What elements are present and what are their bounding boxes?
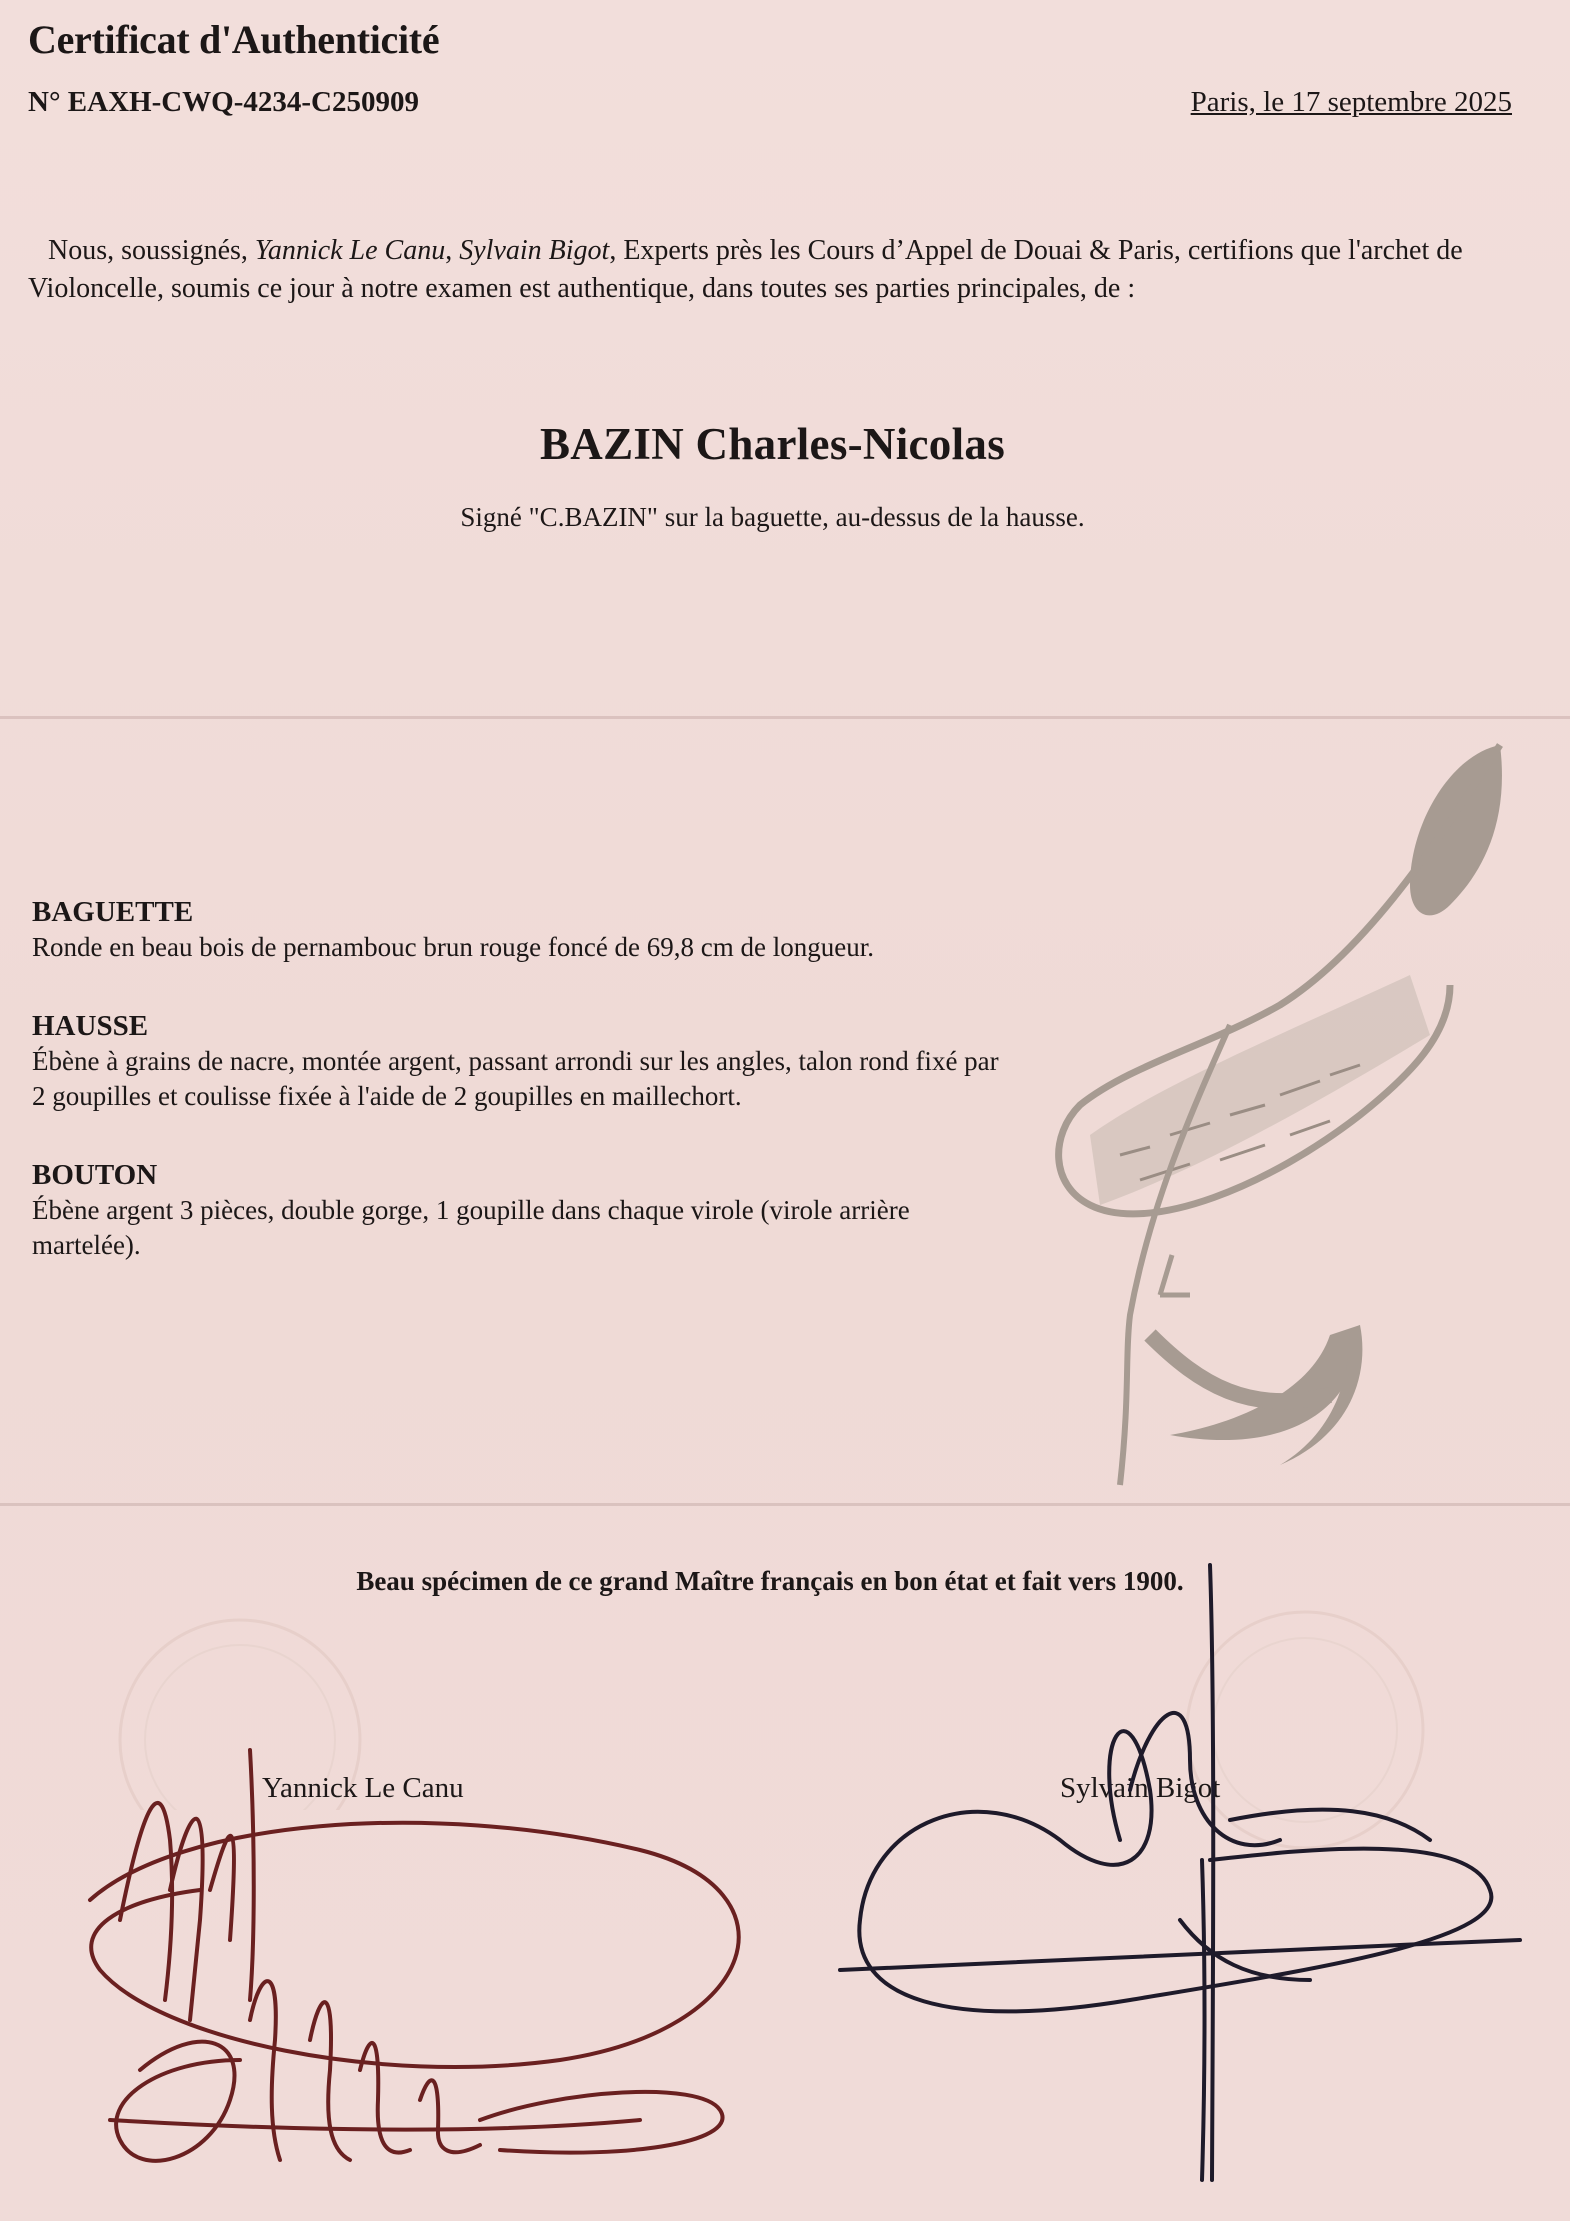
scroll-clef-logo-icon [1030,735,1550,1495]
signature-left-icon [80,1740,800,2210]
section-text: Ébène à grains de nacre, montée argent, passant arrondi sur les angles, talon rond fixé par 2 goupilles et coulisse fixée à l'aide de 2 goupilles en maillechort. [32,1046,999,1111]
section-bouton [32,1158,1012,1263]
signature-right-icon [830,1560,1530,2200]
certificate-title: Certificat d'Authenticité [28,17,440,62]
section-text: Ébène argent 3 pièces, double gorge, 1 goupille dans chaque virole (virole arrière martelée). [32,1195,910,1260]
intro-lead: Nous, soussignés, [48,235,255,266]
intro-separator: , [445,235,460,266]
fold-line-lower [0,1503,1570,1506]
section-heading: BOUTON [32,1159,158,1191]
section-heading: HAUSSE [32,1010,149,1042]
expert-left-name: Yannick Le Canu [262,1772,464,1804]
expert-two-name: Sylvain Bigot [459,235,610,266]
section-baguette [32,895,1012,965]
expert-one-name: Yannick Le Canu [254,235,446,266]
maker-signature-note: Signé "C.BAZIN" sur la baguette, au-dessus de la hausse. [460,502,1085,532]
maker-name: BAZIN Charles-Nicolas [539,419,1006,469]
fold-line-upper [0,716,1570,719]
place-and-date: Paris, le 17 septembre 2025 [1190,86,1512,118]
expert-right-name: Sylvain Bigot [1060,1772,1221,1804]
conclusion-statement: Beau spécimen de ce grand Maître français en bon état et fait vers 1900. [356,1566,1184,1596]
certificate-number: N° EAXH-CWQ-4234-C250909 [28,86,419,118]
section-text: Ronde en beau bois de pernambouc brun rouge foncé de 69,8 cm de longueur. [32,932,874,962]
section-hausse [32,1009,1012,1114]
section-heading: BAGUETTE [32,896,194,928]
intro-rest: , Experts près les Cours d’Appel de Douai & Paris, certifions que l'archet de Violoncelle, soumis ce jour à notre examen est authentique, dans toutes ses parties principales, de : [28,235,1463,304]
intro-paragraph [28,232,1468,308]
